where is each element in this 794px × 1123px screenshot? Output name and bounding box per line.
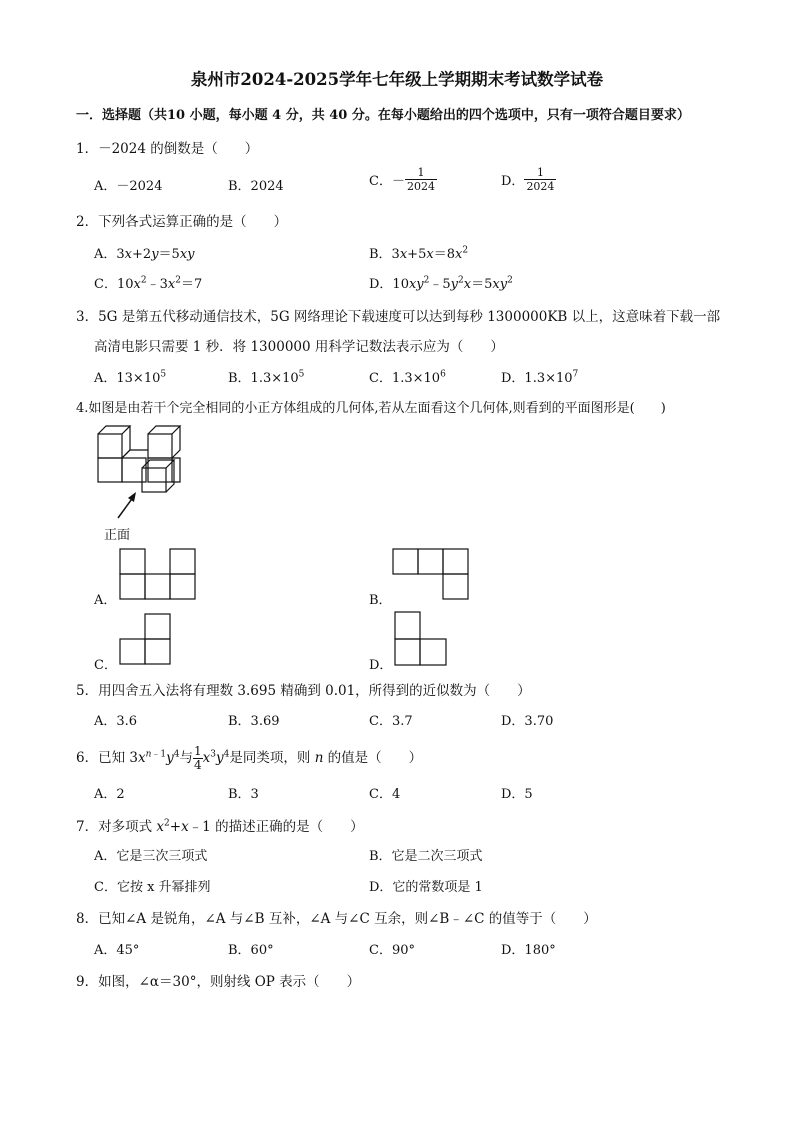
question-4-stem: 4.如图是由若干个完全相同的小正方体组成的几何体,若从左面看这个几何体,则看到的平面图形是( ): [76, 401, 666, 416]
q7-option-c: C．它按 x 升幂排列: [94, 880, 211, 895]
q8-option-c: C．90°: [369, 943, 415, 958]
q4-option-c-figure: [119, 613, 171, 665]
q4-option-c: C．: [94, 658, 117, 673]
question-3-line-1: 3．5G 是第五代移动通信技术，5G 网络理论下载速度可以达到每秒 1300000KB 以上，这意味着下载一部: [76, 309, 721, 325]
question-9-stem: 9．如图，∠α＝30°，则射线 OP 表示（ ）: [76, 974, 361, 990]
q4-option-d: D．: [369, 658, 393, 673]
q7-option-d: D．它的常数项是 1: [369, 880, 483, 895]
q8-option-d: D．180°: [501, 943, 556, 958]
q4-option-b: B．: [369, 593, 392, 608]
q4-option-a: A．: [94, 593, 117, 608]
q2-option-c: C．$10x^2﹣3x^2=7$: [94, 275, 203, 292]
section-heading: 一．选择题（共10 小题，每小题 4 分，共 40 分。在每小题给出的四个选项中，只有一项符合题目要求）: [76, 108, 690, 123]
q6-option-d: D．5: [501, 787, 533, 802]
q1-option-d: D． $\frac{1}{2024}$: [501, 166, 555, 193]
q6-option-a: A．2: [94, 787, 125, 802]
question-7-stem: 7．对多项式 $x^2+x﹣1$ 的描述正确的是（ ）: [76, 818, 364, 835]
q6-option-c: C．4: [369, 787, 401, 802]
question-2-stem: 2．下列各式运算正确的是（ ）: [76, 214, 288, 230]
question-3-line-2: 高清电影只需要 1 秒．将 1300000 用科学记数法表示应为（ ）: [94, 339, 504, 355]
q5-option-a: A．3.6: [94, 714, 138, 729]
q1-option-b: B．2024: [228, 179, 284, 194]
q5-option-b: B．3.69: [228, 714, 280, 729]
question-6-stem: 6．已知 $3x^{n﹣1}y^4$与 $\frac{1}{4}$ $x^3y^4$是同类项，则 n 的值是（ ）: [76, 744, 423, 772]
q2-option-a: A．3x+2y＝5xy: [94, 247, 195, 262]
q4-front-label: 正面: [104, 528, 131, 543]
q5-option-c: C．3.7: [369, 714, 413, 729]
q3-option-b: B．$1.3\times 10^5$: [228, 369, 305, 386]
q4-option-b-figure: [392, 548, 470, 600]
q1-option-c: C．－ $\frac{1}{2024}$: [369, 166, 435, 193]
q2-option-d: D．$10xy^2﹣5y^2x=5xy^2$: [369, 275, 513, 292]
question-1-stem: 1．－2024 的倒数是（ ）: [76, 141, 259, 157]
q8-option-a: A．45°: [94, 943, 140, 958]
q1-option-a: A．－2024: [94, 179, 163, 194]
question-8-stem: 8．已知∠A 是锐角，∠A 与∠B 互补，∠A 与∠C 互余，则∠B﹣∠C 的值等于（ ）: [76, 911, 597, 927]
q3-option-a: A．$13\times 10^5$: [94, 369, 167, 386]
q2-option-b: B．$3x+5x=8x^2$: [369, 245, 469, 262]
q6-option-b: B．3: [228, 787, 259, 802]
q3-option-c: C．$1.3\times 10^6$: [369, 369, 446, 386]
q7-option-a: A．它是三次三项式: [94, 849, 208, 864]
q4-option-d-figure: [394, 611, 448, 667]
q5-option-d: D．3.70: [501, 714, 554, 729]
q7-option-b: B．它是二次三项式: [369, 849, 483, 864]
q8-option-b: B．60°: [228, 943, 274, 958]
q4-option-a-figure: [119, 548, 197, 600]
page-title: 泉州市2024-2025学年七年级上学期期末考试数学试卷: [190, 70, 604, 89]
q3-option-d: D．$1.3\times 10^7$: [501, 369, 579, 386]
question-5-stem: 5．用四舍五入法将有理数 3.695 精确到 0.01，所得到的近似数为（ ）: [76, 683, 531, 699]
